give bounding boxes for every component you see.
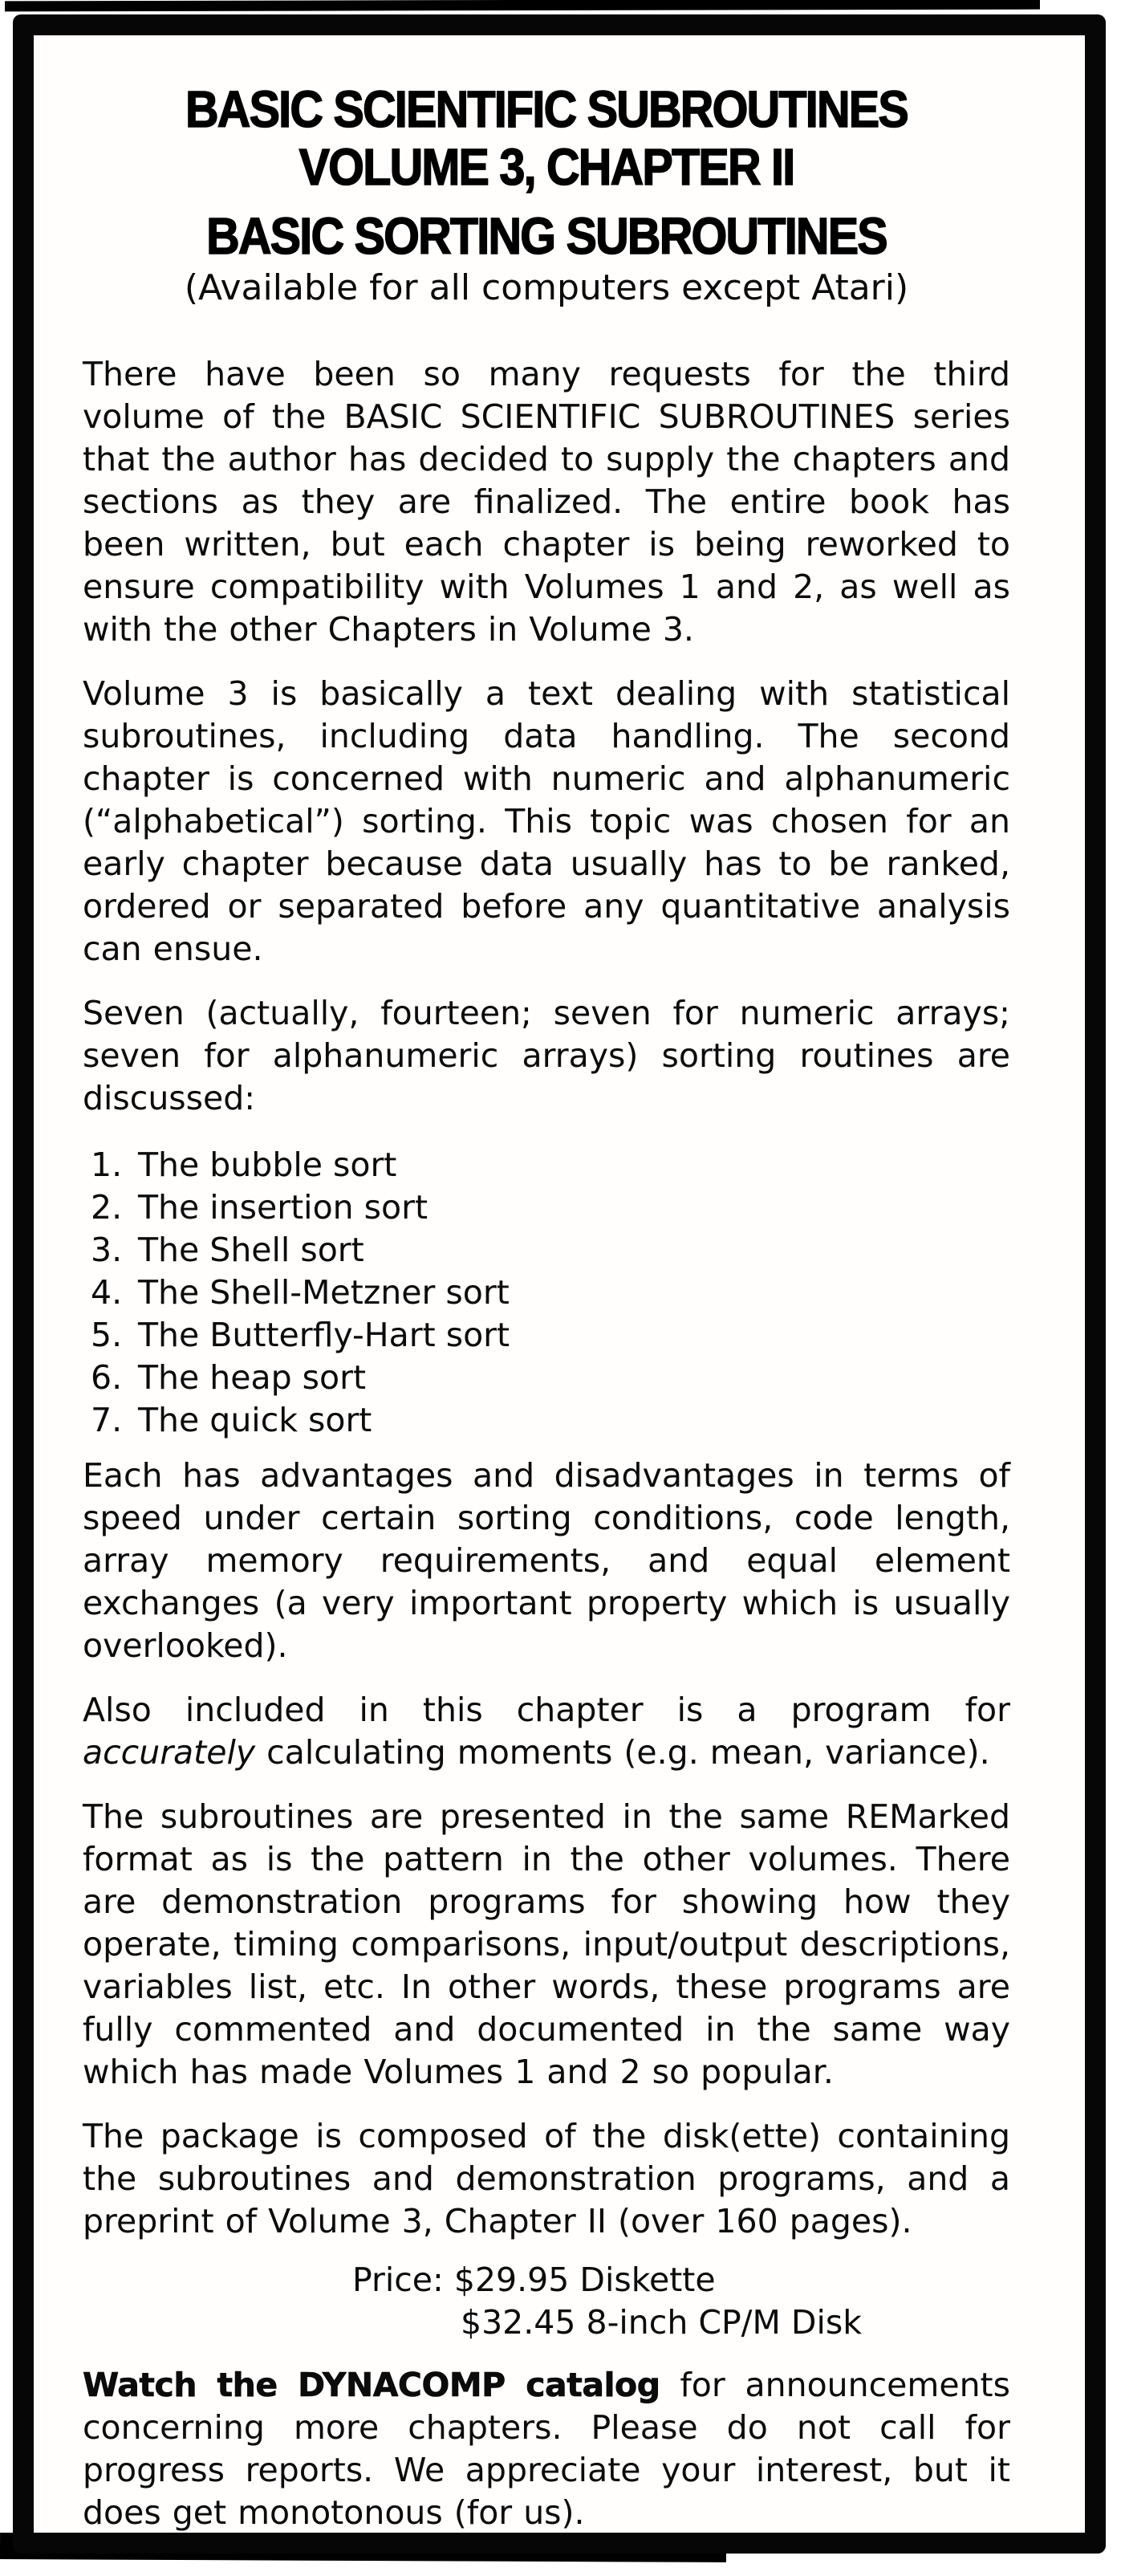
- item-number: 7.: [91, 1401, 123, 1439]
- list-item: [91, 1357, 1010, 1399]
- section-title-wrap: [83, 207, 1010, 265]
- price-media: Diskette: [579, 2261, 716, 2299]
- price-label: Price:: [352, 2261, 444, 2299]
- availability-note: (Available for all computers except Atari): [184, 267, 909, 308]
- list-item: [91, 1272, 1010, 1314]
- item-label: The heap sort: [138, 1358, 367, 1397]
- item-label: The quick sort: [138, 1401, 372, 1439]
- item-number: 5.: [91, 1316, 123, 1354]
- list-item: [91, 1144, 1010, 1186]
- price-amount: $32.45: [461, 2303, 576, 2342]
- item-label: The Butterfly-Hart sort: [138, 1316, 510, 1354]
- item-number: 2.: [91, 1188, 123, 1227]
- item-label: The Shell sort: [138, 1231, 364, 1269]
- paragraph-advantages: Each has advantages and disadvantages in terms of speed under certain sorting conditions, code length, array memory requirements, and equal element exchanges (a very important property which is usually overlooked).: [83, 1456, 1010, 1665]
- watch-catalog-rest: for announcements concerning more chapters. Please do not call for progress reports. We appreciate your interest, but it does get monotonous (for us).: [83, 2366, 1010, 2532]
- scan-artifact-top: [5, 0, 1040, 11]
- title-line-1: BASIC SCIENTIFIC SUBROUTINES: [185, 80, 908, 138]
- paragraph-watch-catalog: [83, 2364, 1010, 2534]
- item-number: 3.: [91, 1231, 123, 1269]
- title-line-2: VOLUME 3, CHAPTER II: [299, 138, 794, 196]
- paragraph-volume3: Volume 3 is basically a text dealing with statistical subroutines, including data handling. The second chapter is concerned with numeric and alphanumeric (“alphabetical”) sorting. This topic was chosen for an early chapter because data usually has to be ranked, ordered or separated before any quantitative analysis can ensue.: [83, 674, 1010, 968]
- price-amount: $29.95: [453, 2261, 570, 2299]
- section-title: BASIC SORTING SUBROUTINES: [206, 207, 887, 265]
- price-media: 8-inch CP/M Disk: [586, 2303, 862, 2342]
- list-item: [91, 1229, 1010, 1272]
- sort-list: [83, 1144, 1010, 1442]
- price-line: [352, 2259, 1010, 2301]
- price-block: [352, 2259, 1010, 2344]
- item-label: The Shell-Metzner sort: [138, 1273, 510, 1312]
- price-line: [352, 2301, 1010, 2344]
- ad-border-frame: [13, 14, 1106, 2554]
- list-item: [91, 1399, 1010, 1442]
- list-item: [91, 1314, 1010, 1357]
- moments-text-pre: Also included in this chapter is a program for: [83, 1691, 1010, 1729]
- paragraph-seven-routines: Seven (actually, fourteen; seven for numeric arrays; seven for alphanumeric arrays) sorting routines are discussed:: [83, 994, 1010, 1117]
- item-number: 1.: [91, 1146, 123, 1184]
- watch-catalog-bold: Watch the DYNACOMP catalog: [83, 2366, 660, 2404]
- paragraph-moments: [83, 1689, 1010, 1774]
- ad-content: [34, 35, 1085, 2533]
- item-number: 4.: [91, 1273, 123, 1312]
- moments-text-post: calculating moments (e.g. mean, variance).: [255, 1733, 990, 1772]
- item-label: The insertion sort: [138, 1188, 428, 1227]
- paragraph-intro: There have been so many requests for the third volume of the BASIC SCIENTIFIC SUBROUTINES series that the author has decided to supply the chapters and sections as they are finalized. The entire book has been written, but each chapter is being reworked to ensure compatibility with Volumes 1 and 2, as well as with the other Chapters in Volume 3.: [83, 355, 1010, 649]
- item-label: The bubble sort: [138, 1146, 397, 1184]
- ad-title: [83, 80, 1010, 196]
- moments-text-italic: accurately: [83, 1733, 256, 1772]
- paragraph-package: The package is composed of the disk(ette) containing the subroutines and demonstration programs, and a preprint of Volume 3, Chapter II (over 160 pages).: [83, 2117, 1010, 2240]
- paragraph-remarked: The subroutines are presented in the same REMarked format as is the pattern in the other volumes. There are demonstration programs for showing how they operate, timing comparisons, input/output descriptions, variables list, etc. In other words, these programs are fully commented and documented in the same way which has made Volumes 1 and 2 so popular.: [83, 1797, 1010, 2091]
- list-item: [91, 1186, 1010, 1229]
- item-number: 6.: [91, 1358, 123, 1397]
